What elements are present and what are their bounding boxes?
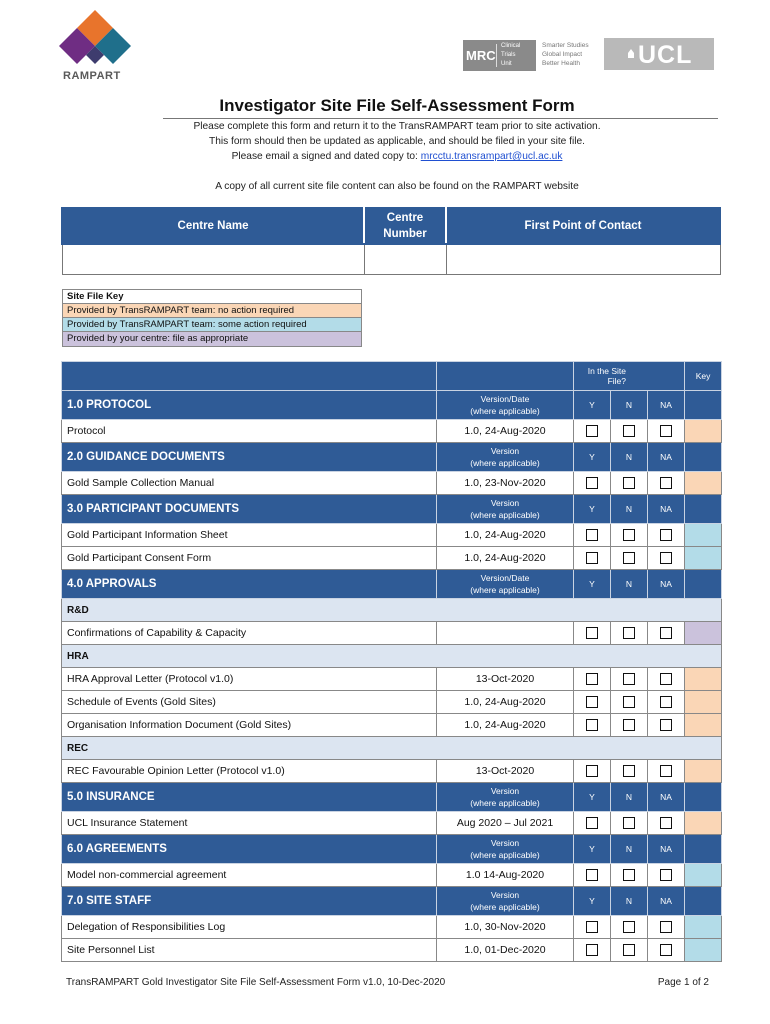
version-header: Version (where applicable) [437,495,574,524]
section-header [62,495,722,524]
checkbox-y[interactable] [586,921,598,933]
checklist-item [62,864,722,887]
y-column-header: Y [574,443,611,472]
y-column-header: Y [574,835,611,864]
checkbox-na[interactable] [660,425,672,437]
version-header: Version/Date (where applicable) [437,391,574,420]
checkbox-y[interactable] [586,944,598,956]
n-column-header: N [611,391,648,420]
n-column-header: N [611,443,648,472]
item-name: Schedule of Events (Gold Sites) [62,691,437,714]
section-header [62,887,722,916]
item-version: 13-Oct-2020 [437,668,574,691]
in-site-file-header: In the Site File? [574,362,685,391]
centre-name-header: Centre Name [62,208,364,244]
intro-line-1: Please complete this form and return it to the TransRAMPART team prior to site activation. [193,121,601,132]
checkbox-na[interactable] [660,529,672,541]
key-item-some-action: Provided by TransRAMPART team: some action required [63,318,361,332]
version-header: Version (where applicable) [437,835,574,864]
checkbox-y[interactable] [586,696,598,708]
na-column-header: NA [648,495,685,524]
checkbox-n[interactable] [623,477,635,489]
section-header [62,570,722,599]
checkbox-n[interactable] [623,817,635,829]
checkbox-n[interactable] [623,627,635,639]
na-column-header: NA [648,443,685,472]
key-swatch [685,524,722,547]
key-swatch [685,864,722,887]
key-swatch [685,812,722,835]
checkbox-n[interactable] [623,425,635,437]
item-version [437,622,574,645]
item-name: Organisation Information Document (Gold Sites) [62,714,437,737]
checklist-item [62,622,722,645]
page-title: Investigator Site File Self-Assessment Form [219,96,575,115]
checkbox-y[interactable] [586,627,598,639]
checkbox-n[interactable] [623,869,635,881]
item-name: REC Favourable Opinion Letter (Protocol v1.0) [62,760,437,783]
checkbox-na[interactable] [660,817,672,829]
key-swatch [685,547,722,570]
version-header: Version/Date (where applicable) [437,570,574,599]
mrc-tagline: Smarter Studies Global Impact Better Health [542,42,589,67]
checkbox-n[interactable] [623,921,635,933]
na-column-header: NA [648,835,685,864]
subsection-row [62,737,722,760]
section-title: 6.0 AGREEMENTS [62,835,437,864]
checkbox-na[interactable] [660,477,672,489]
first-contact-field[interactable] [446,244,720,274]
key-title: Site File Key [63,290,361,304]
rampart-diamond-icon [50,10,140,72]
section-title: 5.0 INSURANCE [62,783,437,812]
item-version: 1.0, 24-Aug-2020 [437,714,574,737]
key-item-no-action: Provided by TransRAMPART team: no action required [63,304,361,318]
subsection-row [62,645,722,668]
checkbox-na[interactable] [660,673,672,685]
website-note: A copy of all current site file content can also be found on the RAMPART website [215,181,579,192]
checkbox-na[interactable] [660,552,672,564]
section-title: 1.0 PROTOCOL [62,391,437,420]
checkbox-na[interactable] [660,921,672,933]
key-swatch [685,691,722,714]
n-column-header: N [611,495,648,524]
key-item-centre-file: Provided by your centre: file as appropriate [63,332,361,346]
section-title: 3.0 PARTICIPANT DOCUMENTS [62,495,437,524]
checklist-item [62,760,722,783]
centre-number-header: Centre Number [364,208,446,244]
item-version: 1.0, 24-Aug-2020 [437,524,574,547]
na-column-header: NA [648,391,685,420]
item-name: Gold Participant Information Sheet [62,524,437,547]
item-name: Gold Participant Consent Form [62,547,437,570]
version-header: Version (where applicable) [437,887,574,916]
y-column-header: Y [574,887,611,916]
key-swatch [685,939,722,962]
rampart-logo [50,10,140,86]
checkbox-na[interactable] [660,765,672,777]
checkbox-na[interactable] [660,627,672,639]
checkbox-na[interactable] [660,944,672,956]
checkbox-y[interactable] [586,477,598,489]
checklist-item [62,420,722,443]
na-column-header: NA [648,783,685,812]
item-version: 1.0, 30-Nov-2020 [437,916,574,939]
y-column-header: Y [574,783,611,812]
checklist-item [62,691,722,714]
checklist-item [62,812,722,835]
item-version: Aug 2020 – Jul 2021 [437,812,574,835]
centre-number-field[interactable] [364,244,446,274]
mrc-unit-text: Clinical Trials Unit [501,43,521,67]
n-column-header: N [611,835,648,864]
checklist-header-row [62,362,722,391]
y-column-header: Y [574,495,611,524]
item-version: 1.0, 24-Aug-2020 [437,691,574,714]
mrc-wordmark: MRC [466,48,496,63]
checkbox-y[interactable] [586,869,598,881]
section-title: 7.0 SITE STAFF [62,887,437,916]
checkbox-y[interactable] [586,552,598,564]
section-title: 4.0 APPROVALS [62,570,437,599]
n-column-header: N [611,570,648,599]
checklist-item [62,547,722,570]
y-column-header: Y [574,391,611,420]
section-title: 2.0 GUIDANCE DOCUMENTS [62,443,437,472]
item-version: 13-Oct-2020 [437,760,574,783]
key-column-header: Key [685,362,722,391]
n-column-header: N [611,783,648,812]
title-divider [163,118,718,119]
n-column-header: N [611,887,648,916]
key-swatch [685,916,722,939]
version-header: Version (where applicable) [437,783,574,812]
subsection-title: R&D [62,599,722,622]
intro-line-3: Please email a signed and dated copy to: mrcctu.transrampart@ucl.ac.uk [231,151,563,162]
checkbox-n[interactable] [623,529,635,541]
checkbox-y[interactable] [586,673,598,685]
na-column-header: NA [648,887,685,916]
item-name: HRA Approval Letter (Protocol v1.0) [62,668,437,691]
na-column-header: NA [648,570,685,599]
key-swatch [685,668,722,691]
item-version: 1.0, 24-Aug-2020 [437,420,574,443]
checkbox-n[interactable] [623,673,635,685]
footer-doc-ref: TransRAMPART Gold Investigator Site File Self-Assessment Form v1.0, 10-Dec-2020 [66,977,446,988]
y-column-header: Y [574,570,611,599]
item-name: Confirmations of Capability & Capacity [62,622,437,645]
item-name: Gold Sample Collection Manual [62,472,437,495]
key-swatch [685,472,722,495]
checklist-item [62,916,722,939]
item-name: Protocol [62,420,437,443]
first-contact-header: First Point of Contact [446,208,720,244]
email-link[interactable]: mrcctu.transrampart@ucl.ac.uk [420,151,563,162]
site-file-key [62,289,362,347]
section-header [62,443,722,472]
centre-info-table [61,207,721,275]
intro-line-2: This form should then be updated as applicable, and should be filed in your site file. [208,136,586,147]
mrc-logo [463,40,536,71]
item-name: Site Personnel List [62,939,437,962]
checkbox-y[interactable] [586,529,598,541]
rampart-wordmark: RAMPART [63,70,121,82]
version-header: Version (where applicable) [437,443,574,472]
key-swatch [685,420,722,443]
checkbox-n[interactable] [623,765,635,777]
checkbox-n[interactable] [623,696,635,708]
item-name: UCL Insurance Statement [62,812,437,835]
page-number: Page 1 of 2 [657,977,709,988]
section-header [62,783,722,812]
checkbox-y[interactable] [586,425,598,437]
checkbox-na[interactable] [660,719,672,731]
subsection-title: REC [62,737,722,760]
checkbox-n[interactable] [623,552,635,564]
ucl-crest-icon [628,49,634,58]
checklist-item [62,472,722,495]
item-name: Model non-commercial agreement [62,864,437,887]
checkbox-y[interactable] [586,765,598,777]
section-header [62,835,722,864]
section-header [62,391,722,420]
checklist-item [62,668,722,691]
site-file-checklist [61,361,722,962]
item-version: 1.0, 23-Nov-2020 [437,472,574,495]
checkbox-na[interactable] [660,696,672,708]
ucl-logo [604,38,714,70]
checklist-item [62,939,722,962]
checkbox-n[interactable] [623,944,635,956]
checkbox-na[interactable] [660,869,672,881]
item-version: 1.0, 01-Dec-2020 [437,939,574,962]
checklist-item [62,714,722,737]
item-version: 1.0, 24-Aug-2020 [437,547,574,570]
checkbox-y[interactable] [586,719,598,731]
key-swatch [685,714,722,737]
item-version: 1.0 14-Aug-2020 [437,864,574,887]
ucl-wordmark: UCL [638,41,693,69]
subsection-row [62,599,722,622]
checkbox-n[interactable] [623,719,635,731]
checkbox-y[interactable] [586,817,598,829]
subsection-title: HRA [62,645,722,668]
centre-name-field[interactable] [62,244,364,274]
checklist-item [62,524,722,547]
item-name: Delegation of Responsibilities Log [62,916,437,939]
key-swatch [685,622,722,645]
key-swatch [685,760,722,783]
